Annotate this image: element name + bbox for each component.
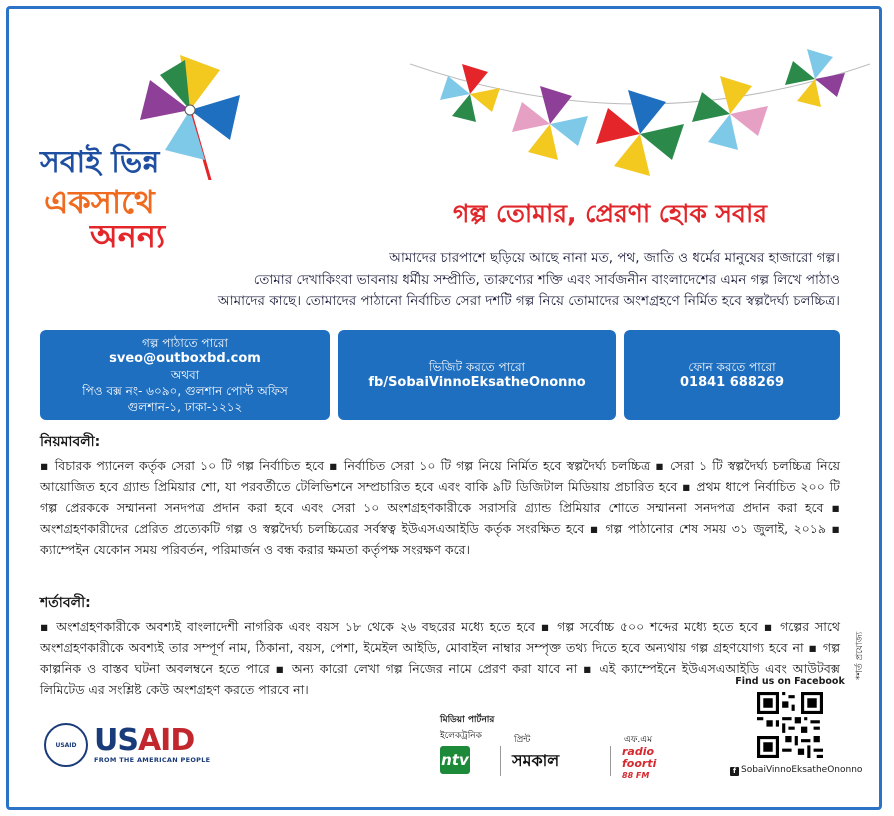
intro-paragraph [40, 248, 840, 313]
visit-heading: ভিজিট করতে পারো [428, 360, 526, 374]
usaid-wordmark-us: US [94, 723, 138, 758]
facebook-page-link[interactable]: fb/SobaiVinnoEksatheOnonno [368, 375, 586, 390]
usaid-seal-icon: USAID [44, 723, 88, 767]
usaid-logo [44, 720, 214, 770]
facebook-title: Find us on Facebook [735, 676, 845, 687]
pinwheel-garland-decoration [410, 24, 870, 184]
logo-line-2: একসাথে [44, 183, 155, 221]
usaid-wordmark [94, 723, 210, 758]
logo-line-1: সবাই ভিন্ন [40, 145, 160, 180]
po-box-address: পিও বক্স নং- ৬০৯০, গুলশান পোস্ট অফিস [82, 384, 288, 398]
send-heading: গল্প পাঠাতে পারো [142, 336, 228, 350]
facebook-icon: f [730, 767, 739, 776]
phone-number[interactable]: 01841 688269 [679, 375, 785, 390]
terms-heading: শর্তাবলী: [40, 595, 91, 611]
email-link[interactable]: sveo@outboxbd.com [109, 351, 261, 366]
rules-text: ▪ বিচারক প্যানেল কর্তৃক সেরা ১০ টি গল্প নির্বাচিত হবে ▪ নির্বাচিত সেরা ১০ টি গল্প নিয়ে নির্মিত হবে স্বল্পদৈর্ঘ্য চলচ্চিত্র ▪ সেরা ১ টি স্বল্পদৈর্ঘ্য চলচ্চিত্র নিয়ে আয়োজিত হবে গ্র্যান্ড প্রিমিয়ার শো, যা পরবর্তীতে টেলিভিশনে সম্প্রচারিত হবে এবং বাকি ৯টি ডিজিটাল মিডিয়ায় প্রচারিত হবে ▪ প্রথম ধাপে নির্বাচিত ২০০ টি গল্প প্রেরককে সম্মাননা সনদপত্র প্রদান করা হবে এবং সেরা ১০ অংশগ্রহণকারীকে সরাসরি গ্র্যান্ড প্রিমিয়ার শোতে সম্মাননা সনদপত্র প্রদান করা হবে ▪ অংশগ্রহণকারীদের প্রেরিত প্রত্যেকটি গল্প ও স্বল্পদৈর্ঘ্য চলচ্চিত্রের সর্বস্বত্ব ইউএসএআইডি কর্তৃক সংরক্ষিত হবে ▪ গল্প পাঠানোর শেষ সময় ৩১ জুলাই, ২০১৯ ▪ ক্যাম্পেইন যেকোন সময় পরিবর্তন, পরিমার্জন ও বন্ধ করার ক্ষমতা কর্তৃপক্ষ সংরক্ষণ করে। [40, 458, 840, 557]
usaid-wordmark-aid: AID [137, 723, 195, 758]
send-story-box [40, 330, 330, 420]
campaign-tagline: গল্প তোমার, প্রেরণা হোক সবার [453, 199, 767, 228]
facebook-block [730, 676, 863, 786]
phone-heading: ফোন করতে পারো [688, 360, 776, 374]
media-partners [440, 712, 720, 782]
radio-foorti-line-1: radio [622, 745, 655, 758]
rules-heading: নিয়মাবলী: [40, 434, 101, 450]
facebook-handle-text: SobaiVinnoEksatheOnonno [741, 765, 863, 775]
media-partner-label: মিডিয়া পার্টনার [440, 715, 495, 725]
divider [500, 746, 501, 776]
intro-line: আমাদের কাছে। তোমাদের পাঠানো নির্বাচিত সেরা দশটি গল্প নিয়ে তোমাদের অংশগ্রহণে নির্মিত হবে স্বল্পদৈর্ঘ্য চলচ্চিত্র। [217, 293, 840, 309]
area-address: গুলশান-১, ঢাকা-১২১২ [127, 400, 243, 414]
intro-line: তোমার দেখাকিংবা ভাবনায় ধর্মীয় সম্প্রীতি, তারুণ্যের শক্তি এবং সার্বজনীন বাংলাদেশের এমন গল্প লিখে পাঠাও [253, 271, 840, 288]
samakal-logo: সমকাল [512, 751, 560, 770]
logo-line-3: অনন্য [90, 217, 166, 255]
rules-section [40, 432, 840, 560]
radio-foorti-logo [622, 746, 656, 782]
facebook-handle[interactable] [730, 765, 863, 776]
contact-boxes [40, 330, 840, 420]
visit-box [338, 330, 616, 420]
phone-box [624, 330, 840, 420]
fm-label: এফ.এম [624, 735, 653, 745]
or-text: অথবা [170, 368, 200, 382]
tv-label: ইলেকট্রনিক [440, 731, 482, 741]
qr-code-icon[interactable] [757, 692, 823, 758]
campaign-logo [40, 40, 250, 255]
intro-line: আমাদের চারপাশে ছড়িয়ে আছে নানা মত, পথ, জাতি ও ধর্মের মানুষের হাজারো গল্প। [389, 250, 840, 266]
usaid-tagline: FROM THE AMERICAN PEOPLE [94, 756, 211, 764]
print-label: প্রিন্ট [514, 735, 531, 745]
conditions-apply-note: *শর্ত প্রযোজ্য [855, 631, 865, 680]
terms-text: ▪ অংশগ্রহণকারীকে অবশ্যই বাংলাদেশী নাগরিক এবং বয়স ১৮ থেকে ২৬ বছরের মধ্যে হতে হবে ▪ গল্প সর্বোচ্চ ৫০০ শব্দের মধ্যে হতে হবে ▪ গল্পের সাথে অংশগ্রহণকারীকে অবশ্যই তার সম্পূর্ণ নাম, ঠিকানা, বয়স, পেশা, ইমেইল আইডি, মোবাইল নাম্বার সম্পৃক্ত তথ্য দিতে হবে অন্যথায় গল্প গ্রহণযোগ্য হবে না ▪ গল্প কাল্পনিক ও বাস্তব ঘটনা অবলম্বনে হতে পারে ▪ অন্য কারো লেখা গল্প নিজের নামে প্রেরণ করা যাবে না ▪ এই ক্যাম্পেইনে ইউএসএআইডি এবং আউটবক্স লিমিটেড এর সংশ্লিষ্ট কেউ অংশগ্রহণ করতে পারবে না। [40, 619, 840, 697]
divider [610, 746, 611, 776]
radio-foorti-line-3: 88 FM [622, 771, 650, 780]
ntv-logo: ntv [440, 746, 470, 774]
terms-section [40, 593, 840, 700]
radio-foorti-line-2: foorti [622, 757, 657, 770]
